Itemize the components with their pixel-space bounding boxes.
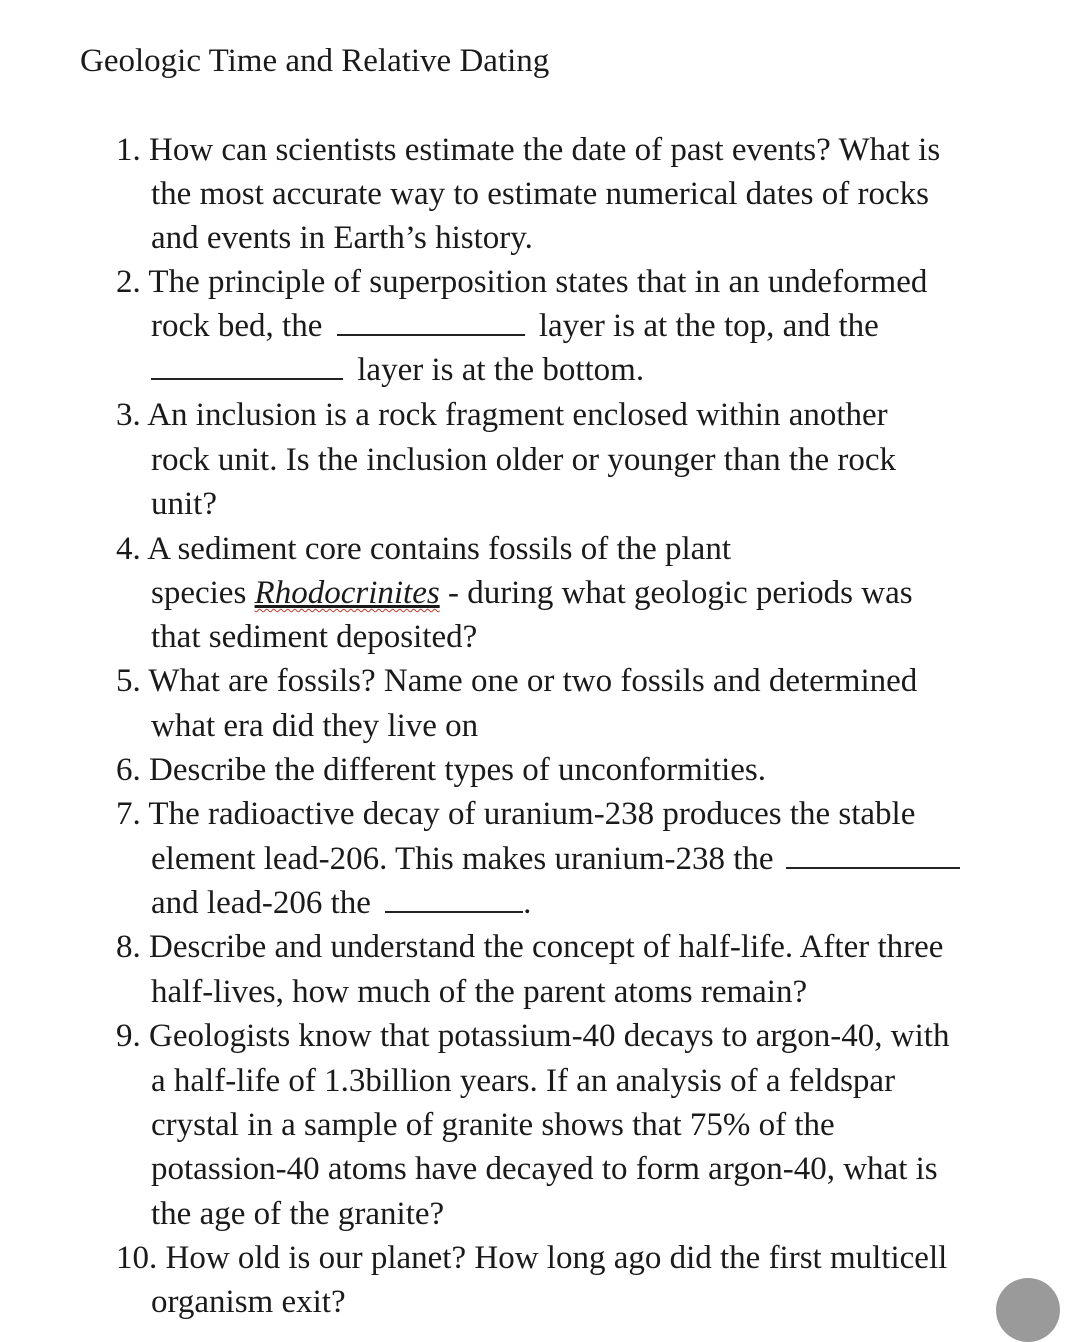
question-text: crystal in a sample of granite shows that 75% of the <box>151 1107 835 1143</box>
question-text: How old is our planet? How long ago did the first multicell <box>165 1240 948 1276</box>
question-text: Describe and understand the concept of half-life. After three <box>149 929 944 965</box>
species-name-text: Rhodocrinites <box>254 575 440 611</box>
page-title: Geologic Time and Relative Dating <box>80 43 550 79</box>
question-4 <box>116 527 731 571</box>
question-text-part: layer is at the bottom. <box>357 352 645 388</box>
question-text-part: rock bed, the <box>151 308 323 344</box>
question-text-part: layer is at the top, and the <box>538 308 879 344</box>
question-number: 6. <box>116 752 141 788</box>
question-number: 10. <box>116 1240 158 1276</box>
question-text-part: element lead-206. This makes uranium-238 the <box>151 841 774 877</box>
question-text-part: species <box>151 575 247 611</box>
question-text: Describe the different types of unconformities. <box>149 752 767 788</box>
question-text: rock unit. Is the inclusion older or younger than the rock <box>151 442 897 478</box>
question-number: 3. <box>116 397 141 433</box>
question-number: 9. <box>116 1018 141 1054</box>
question-text: organism exit? <box>151 1284 346 1320</box>
question-number: 4. <box>116 531 141 567</box>
question-text: A sediment core contains fossils of the plant <box>147 531 731 567</box>
question-number: 2. <box>116 264 141 300</box>
question-text: An inclusion is a rock fragment enclosed within another <box>147 397 888 433</box>
question-text: a half-life of 1.3billion years. If an analysis of a feldspar <box>151 1063 896 1099</box>
question-number: 8. <box>116 929 141 965</box>
answer-blank-top-layer[interactable] <box>337 304 525 336</box>
answer-blank-bottom-layer[interactable] <box>151 348 343 380</box>
species-name <box>255 575 440 611</box>
question-10 <box>116 1236 947 1280</box>
question-6 <box>116 748 766 792</box>
question-9 <box>116 1014 949 1058</box>
question-3 <box>116 393 888 437</box>
question-1 <box>116 128 940 172</box>
question-text: unit? <box>151 486 217 522</box>
answer-blank-parent-isotope[interactable] <box>786 837 960 869</box>
question-text <box>151 571 913 615</box>
question-number: 7. <box>116 796 141 832</box>
question-text: How can scientists estimate the date of past events? What is <box>149 132 941 168</box>
question-text: half-lives, how much of the parent atoms remain? <box>151 974 808 1010</box>
question-7 <box>116 792 915 836</box>
question-text <box>151 348 644 392</box>
question-text: and events in Earth’s history. <box>151 220 533 256</box>
question-text: The radioactive decay of uranium-238 produces the stable <box>148 796 916 832</box>
question-text-part: and lead-206 the <box>151 885 371 921</box>
question-text: potassion-40 atoms have decayed to form argon-40, what is <box>151 1151 938 1187</box>
question-2 <box>116 260 927 304</box>
question-text: What are fossils? Name one or two fossils and determined <box>148 663 918 699</box>
question-8 <box>116 925 943 969</box>
question-5 <box>116 659 917 703</box>
question-number: 5. <box>116 663 141 699</box>
question-text: that sediment deposited? <box>151 619 478 655</box>
answer-blank-daughter-isotope[interactable] <box>385 881 523 913</box>
question-text-part: . <box>523 885 532 921</box>
question-text: the age of the granite? <box>151 1196 445 1232</box>
question-text: the most accurate way to estimate numerical dates of rocks <box>151 176 929 212</box>
question-text <box>151 837 960 881</box>
question-text-part: - during what geologic periods was <box>447 575 913 611</box>
question-number: 1. <box>116 132 141 168</box>
floating-action-button[interactable] <box>996 1278 1060 1342</box>
question-text: what era did they live on <box>151 708 479 744</box>
question-text <box>151 881 531 925</box>
question-text <box>151 304 879 348</box>
question-text: Geologists know that potassium-40 decays to argon-40, with <box>149 1018 950 1054</box>
question-text: The principle of superposition states that in an undeformed <box>148 264 928 300</box>
